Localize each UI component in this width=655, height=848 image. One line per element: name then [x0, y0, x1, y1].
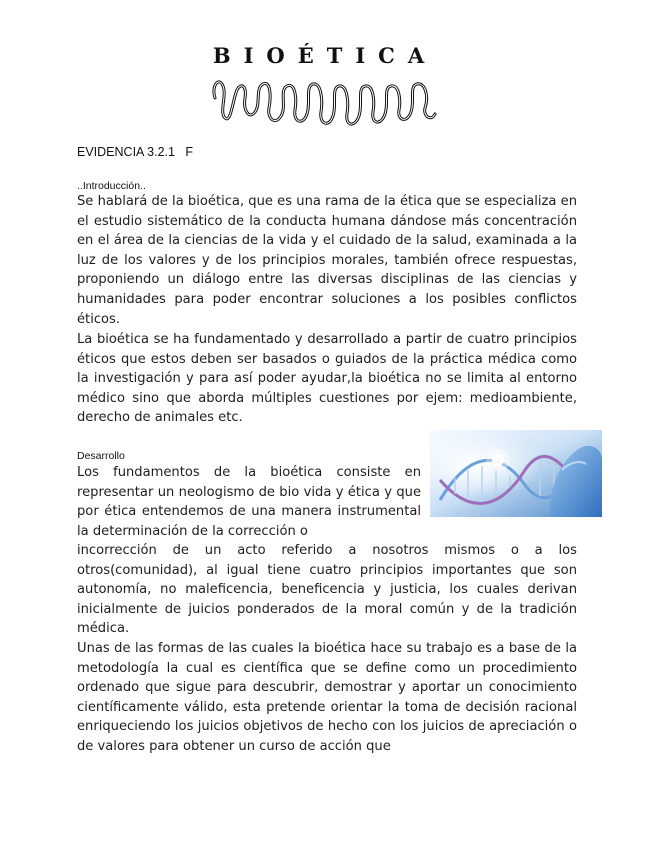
squiggle-logo-icon	[209, 68, 441, 130]
evidence-label: EVIDENCIA 3.2.1 F	[77, 145, 194, 159]
intro-heading: ..Introducción..	[77, 180, 146, 192]
logo-title: BIOÉTICA	[212, 43, 438, 68]
dna-lab-image	[430, 430, 602, 517]
intro-paragraph-1: Se hablará de la bioética, que es una rama de la ética que se especializa en el estudio sistemático de la conducta humana dándose más concentración en el área de la ciencias de la vida y el cuidado de la salud, examinada a la luz de los valores y de los principios morales, también ofrece respuestas, proponiendo un diálogo entre las diversas disciplinas de las ciencias y humanidades para poder encontrar soluciones a los posibles conflictos éticos.	[77, 194, 577, 327]
development-paragraph-1-part-1: Los fundamentos de la bioética consiste en representar un neologismo de bio vida y ética y que por ética entendemos de una manera instrumental la determinación de la corrección o	[77, 465, 421, 539]
bioetica-logo	[205, 42, 445, 132]
development-paragraph-2: Unas de las formas de las cuales la bioética hace su trabajo es a base de la metodología la cual es científica que se define como un procedimiento ordenado que sigue para descubrir, demostrar y aportar un conocimiento científicamente válido, esta pretende orientar la toma de decisión racional enriqueciendo los juicios objetivos de hecho con los juicios de apreciación o de valores para obtener un curso de acción que	[77, 641, 577, 754]
intro-paragraph-2: La bioética se ha fundamentado y desarrollado a partir de cuatro principios éticos que estos deben ser basados o guiados de la práctica médica como la investigación y para así poder ayudar,la bioética no se limita al entorno médico sino que aborda múltiples cuestiones por ejem: medioambiente, derecho de animales etc.	[77, 332, 577, 426]
development-heading: Desarrollo	[77, 450, 125, 462]
development-paragraph-1-part-2: incorrección de un acto referido a nosotros mismos o a los otros(comunidad), al igual tiene cuatro principios importantes que son autonomía, no maleficencia, beneficencia y justicia, los cuales derivan inicialmente de juicios ponderados de la moral común y de la tradición médica.	[77, 543, 577, 637]
